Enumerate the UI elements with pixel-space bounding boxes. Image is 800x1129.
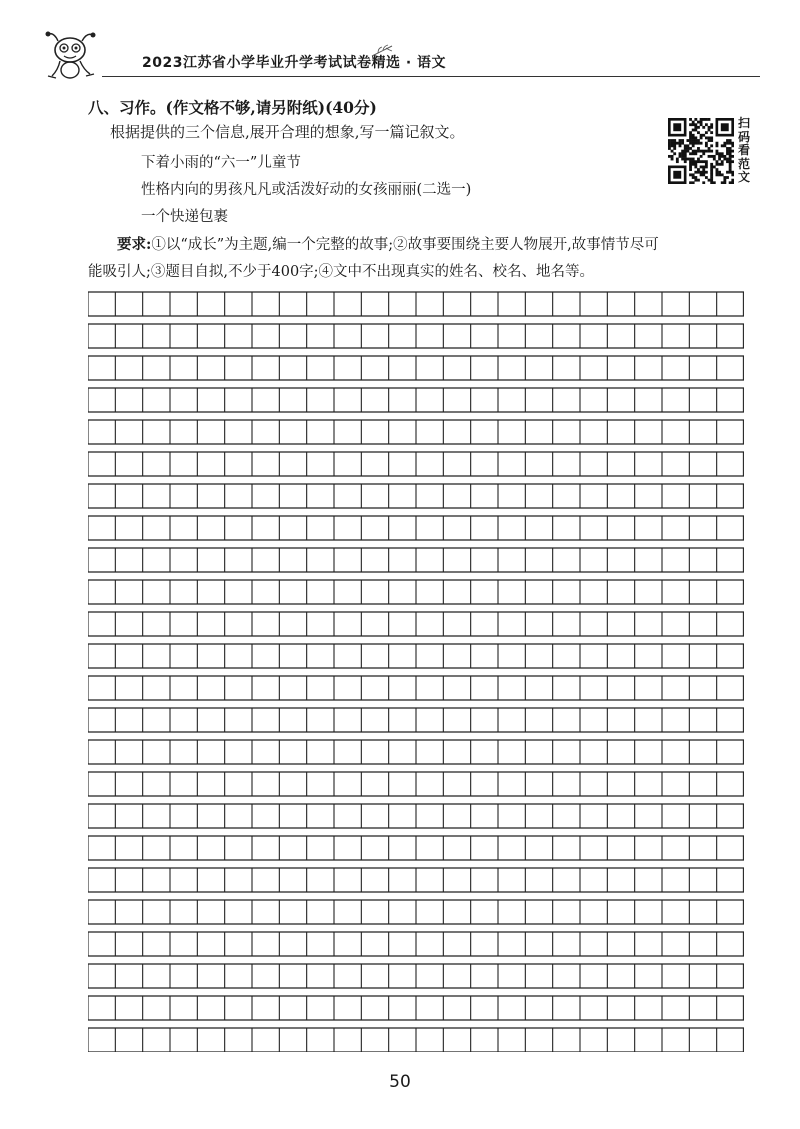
qr-module	[684, 158, 687, 161]
qr-module	[713, 158, 716, 161]
qr-module	[729, 150, 732, 153]
qr-module	[689, 134, 692, 137]
qr-module	[684, 150, 687, 153]
qr-module	[702, 168, 705, 171]
qr-module	[716, 160, 719, 163]
qr-module	[692, 136, 695, 139]
qr-module	[681, 158, 684, 161]
qr-module	[692, 121, 695, 124]
qr-module	[721, 144, 724, 147]
qr-module	[694, 152, 697, 155]
qr-module	[689, 173, 692, 176]
qr-module	[694, 139, 697, 142]
qr-module	[705, 160, 708, 163]
page-header	[40, 28, 760, 84]
qr-module	[710, 176, 713, 179]
qr-module	[689, 123, 692, 126]
qr-module	[726, 142, 729, 145]
qr-module	[702, 134, 705, 137]
qr-module	[689, 181, 692, 184]
qr-module	[668, 142, 671, 145]
qr-module	[676, 158, 679, 161]
qr-module	[716, 168, 719, 171]
qr-module	[726, 147, 729, 150]
qr-module	[679, 152, 682, 155]
qr-module	[710, 150, 713, 153]
requirements-text: ①以“成长”为主题,编一个完整的故事;②故事要围绕主要人物展开,故事情节尽可	[151, 237, 659, 253]
qr-module	[702, 171, 705, 174]
qr-module	[716, 142, 719, 145]
grid-row[interactable]	[88, 612, 744, 636]
qr-module	[731, 144, 734, 147]
qr-module	[713, 181, 716, 184]
qr-module	[692, 142, 695, 145]
prompt-option: 下着小雨的“六一”儿童节	[141, 155, 301, 171]
qr-module	[697, 179, 700, 182]
qr-module	[708, 147, 711, 150]
qr-module	[700, 136, 703, 139]
qr-module	[689, 168, 692, 171]
qr-module	[686, 139, 689, 142]
qr-module	[700, 121, 703, 124]
qr-module	[708, 179, 711, 182]
grid-row[interactable]	[88, 708, 744, 732]
qr-module	[705, 163, 708, 166]
qr-module	[702, 173, 705, 176]
qr-module	[705, 166, 708, 169]
qr-module	[731, 179, 734, 182]
qr-module	[705, 150, 708, 153]
requirements-line	[117, 233, 659, 254]
qr-module	[729, 158, 732, 161]
qr-module	[671, 142, 674, 145]
qr-module	[684, 144, 687, 147]
qr-module	[697, 131, 700, 134]
qr-module	[697, 139, 700, 142]
qr-finder-pattern	[716, 118, 734, 136]
qr-module	[689, 118, 692, 121]
qr-module	[668, 139, 671, 142]
qr-module	[729, 147, 732, 150]
qr-module	[694, 136, 697, 139]
requirements-label: 要求:	[117, 236, 152, 253]
qr-module	[700, 118, 703, 121]
qr-module	[726, 160, 729, 163]
qr-module	[692, 173, 695, 176]
qr-module	[673, 147, 676, 150]
qr-module	[705, 131, 708, 134]
qr-module	[716, 173, 719, 176]
grid-row[interactable]	[88, 580, 744, 604]
qr-module	[686, 144, 689, 147]
qr-module	[689, 139, 692, 142]
qr-module	[692, 163, 695, 166]
qr-module	[689, 158, 692, 161]
qr-module	[692, 158, 695, 161]
qr-module	[729, 160, 732, 163]
qr-module	[692, 160, 695, 163]
qr-module	[705, 171, 708, 174]
qr-finder-pattern	[668, 118, 686, 136]
qr-module	[689, 142, 692, 145]
qr-module	[729, 163, 732, 166]
qr-module	[689, 166, 692, 169]
qr-module	[710, 179, 713, 182]
qr-module	[668, 144, 671, 147]
grid-row[interactable]	[88, 388, 744, 412]
qr-module	[681, 152, 684, 155]
qr-module	[697, 158, 700, 161]
qr-module	[718, 158, 721, 161]
qr-module	[689, 136, 692, 139]
grid-row[interactable]	[88, 964, 744, 988]
qr-module	[684, 155, 687, 158]
qr-module	[689, 160, 692, 163]
qr-module	[705, 176, 708, 179]
header-title: 2023江苏省小学毕业升学考试试卷精选 · 语文	[142, 55, 447, 71]
qr-module	[689, 152, 692, 155]
qr-module	[708, 155, 711, 158]
qr-module	[689, 163, 692, 166]
qr-module	[671, 139, 674, 142]
qr-module	[697, 142, 700, 145]
qr-module	[692, 123, 695, 126]
qr-module	[686, 150, 689, 153]
qr-module	[702, 152, 705, 155]
qr-module	[710, 136, 713, 139]
qr-module	[681, 142, 684, 145]
qr-module	[671, 155, 674, 158]
qr-module	[673, 139, 676, 142]
qr-module	[729, 155, 732, 158]
qr-module	[723, 158, 726, 161]
qr-module	[694, 142, 697, 145]
qr-module	[700, 166, 703, 169]
qr-module	[705, 136, 708, 139]
qr-module	[721, 163, 724, 166]
grid-row[interactable]	[88, 324, 744, 348]
qr-module	[705, 123, 708, 126]
qr-module	[721, 173, 724, 176]
qr-module	[731, 142, 734, 145]
qr-module	[731, 171, 734, 174]
qr-module	[723, 144, 726, 147]
qr-module	[708, 150, 711, 153]
section-heading: 八、习作。(作文格不够,请另附纸)(40分)	[88, 98, 377, 117]
qr-module	[726, 158, 729, 161]
qr-module	[726, 139, 729, 142]
qr-module	[705, 118, 708, 121]
qr-module	[694, 129, 697, 132]
qr-module	[684, 147, 687, 150]
qr-module	[700, 155, 703, 158]
qr-module	[723, 181, 726, 184]
qr-module	[694, 163, 697, 166]
grid-row[interactable]	[88, 420, 744, 444]
qr-module	[692, 144, 695, 147]
qr-module	[684, 152, 687, 155]
grid-row[interactable]	[88, 868, 744, 892]
qr-caption: 扫码看范文	[738, 116, 751, 184]
qr-module	[721, 181, 724, 184]
qr-module	[705, 144, 708, 147]
grid-row[interactable]	[88, 996, 744, 1020]
qr-module	[700, 150, 703, 153]
qr-module	[673, 152, 676, 155]
qr-module	[710, 171, 713, 174]
qr-module	[729, 142, 732, 145]
qr-module	[729, 139, 732, 142]
qr-module	[726, 150, 729, 153]
qr-module	[710, 126, 713, 129]
qr-module	[702, 118, 705, 121]
qr-module	[700, 142, 703, 145]
qr-module	[700, 134, 703, 137]
qr-module	[702, 160, 705, 163]
qr-block[interactable]	[668, 118, 768, 184]
qr-module	[692, 152, 695, 155]
qr-module	[689, 131, 692, 134]
qr-module	[673, 142, 676, 145]
qr-module	[702, 181, 705, 184]
qr-module	[673, 144, 676, 147]
grid-row[interactable]	[88, 772, 744, 796]
qr-module	[692, 181, 695, 184]
prompt-option: 性格内向的男孩凡凡或活泼好动的女孩丽丽(二选一)	[141, 182, 472, 198]
qr-module	[710, 123, 713, 126]
qr-module	[668, 155, 671, 158]
grid-row[interactable]	[88, 484, 744, 508]
qr-module	[716, 163, 719, 166]
grid-row[interactable]	[88, 676, 744, 700]
qr-module	[708, 118, 711, 121]
qr-module	[702, 126, 705, 129]
qr-module	[697, 168, 700, 171]
qr-module	[697, 121, 700, 124]
qr-module	[723, 155, 726, 158]
qr-module	[729, 171, 732, 174]
grid-row[interactable]	[88, 804, 744, 828]
qr-module	[694, 179, 697, 182]
cartoon-mascot-icon	[40, 28, 102, 84]
qr-module	[679, 139, 682, 142]
qr-module	[731, 181, 734, 184]
qr-module	[710, 131, 713, 134]
qr-module	[702, 150, 705, 153]
qr-module	[726, 152, 729, 155]
qr-module	[668, 147, 671, 150]
qr-module	[710, 139, 713, 142]
qr-module	[716, 171, 719, 174]
leaf-sprig-icon	[370, 42, 394, 60]
composition-grid[interactable]	[88, 284, 744, 1052]
grid-row[interactable]	[88, 836, 744, 860]
qr-module	[689, 147, 692, 150]
qr-module	[702, 166, 705, 169]
grid-row[interactable]	[88, 516, 744, 540]
qr-module	[697, 126, 700, 129]
qr-module	[694, 118, 697, 121]
qr-module	[723, 179, 726, 182]
qr-module	[697, 150, 700, 153]
qr-module	[713, 155, 716, 158]
qr-module	[681, 150, 684, 153]
qr-module	[708, 126, 711, 129]
qr-module	[731, 155, 734, 158]
qr-module	[681, 155, 684, 158]
grid-row[interactable]	[88, 740, 744, 764]
qr-module	[710, 155, 713, 158]
qr-module	[716, 150, 719, 153]
qr-module	[679, 142, 682, 145]
qr-module	[694, 176, 697, 179]
grid-row[interactable]	[88, 900, 744, 924]
qr-module	[716, 152, 719, 155]
qr-module	[718, 163, 721, 166]
qr-module	[731, 173, 734, 176]
qr-module	[723, 176, 726, 179]
grid-row[interactable]	[88, 644, 744, 668]
instruction-text: 根据提供的三个信息,展开合理的想象,写一篇记叙文。	[110, 123, 465, 141]
qr-module	[697, 171, 700, 174]
qr-module	[726, 171, 729, 174]
qr-module	[708, 139, 711, 142]
page-number: 50	[389, 1072, 411, 1092]
qr-module	[692, 176, 695, 179]
qr-module	[731, 160, 734, 163]
qr-module	[694, 123, 697, 126]
qr-module	[700, 171, 703, 174]
qr-module	[721, 152, 724, 155]
qr-module	[723, 142, 726, 145]
qr-module	[718, 155, 721, 158]
qr-module	[671, 150, 674, 153]
qr-module	[697, 160, 700, 163]
grid-row[interactable]	[88, 292, 744, 316]
qr-module	[700, 173, 703, 176]
qr-module	[710, 163, 713, 166]
qr-module	[729, 166, 732, 169]
qr-module	[694, 171, 697, 174]
qr-module	[710, 181, 713, 184]
qr-module	[671, 158, 674, 161]
qr-module	[710, 168, 713, 171]
qr-module	[708, 136, 711, 139]
qr-module	[679, 155, 682, 158]
grid-row[interactable]	[88, 932, 744, 956]
qr-module	[718, 171, 721, 174]
prompt-option: 一个快递包裹	[141, 209, 228, 225]
qr-module	[721, 160, 724, 163]
qr-module	[692, 139, 695, 142]
qr-module	[692, 129, 695, 132]
qr-module	[700, 123, 703, 126]
qr-module	[721, 155, 724, 158]
qr-module	[684, 160, 687, 163]
qr-module	[731, 150, 734, 153]
qr-module	[686, 158, 689, 161]
qr-module	[692, 134, 695, 137]
qr-module	[697, 147, 700, 150]
qr-code-icon[interactable]	[668, 118, 734, 184]
qr-module	[716, 144, 719, 147]
header-rule	[102, 76, 760, 77]
qr-module	[676, 142, 679, 145]
qr-module	[729, 181, 732, 184]
qr-module	[708, 129, 711, 132]
qr-module	[681, 139, 684, 142]
grid-row[interactable]	[88, 452, 744, 476]
qr-module	[729, 152, 732, 155]
qr-module	[718, 173, 721, 176]
grid-row[interactable]	[88, 1028, 744, 1052]
qr-module	[710, 173, 713, 176]
requirements-line-continued: 能吸引人;③题目自拟,不少于400字;④文中不出现真实的姓名、校名、地名等。	[88, 264, 595, 280]
qr-module	[679, 144, 682, 147]
qr-module	[692, 150, 695, 153]
qr-module	[713, 166, 716, 169]
qr-module	[726, 176, 729, 179]
grid-row[interactable]	[88, 548, 744, 572]
qr-module	[671, 144, 674, 147]
qr-module	[710, 166, 713, 169]
qr-module	[694, 160, 697, 163]
qr-module	[700, 160, 703, 163]
qr-module	[694, 126, 697, 129]
qr-module	[729, 168, 732, 171]
qr-module	[705, 142, 708, 145]
qr-module	[694, 150, 697, 153]
qr-module	[718, 152, 721, 155]
qr-module	[686, 147, 689, 150]
qr-module	[676, 160, 679, 163]
qr-module	[710, 144, 713, 147]
grid-row[interactable]	[88, 356, 744, 380]
qr-module	[694, 166, 697, 169]
qr-finder-pattern	[668, 166, 686, 184]
